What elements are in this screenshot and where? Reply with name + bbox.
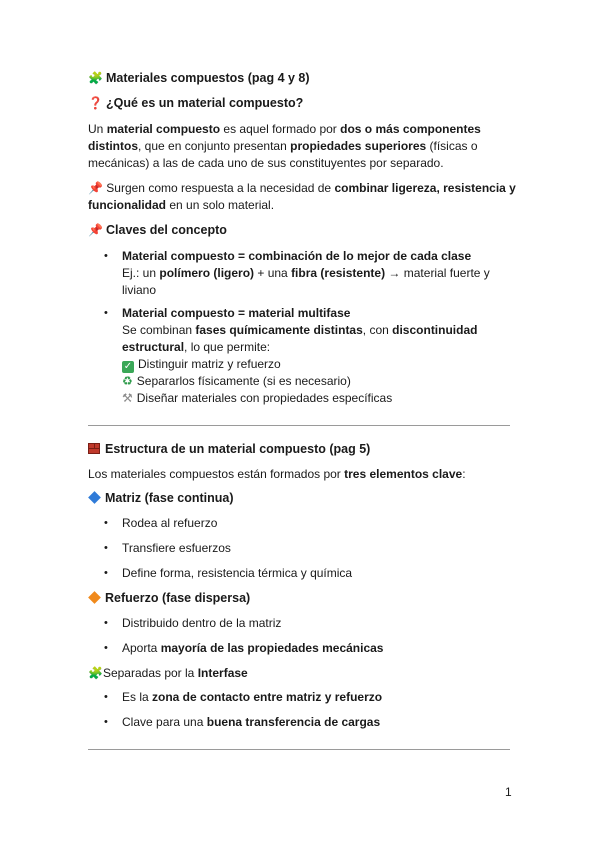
definition-paragraph: Un material compuesto es aquel formado por dos o más componentes distintos, que en conjunto presentan propiedades superiores (físicas o mecánicas) a las de cada uno de sus constituyentes por separado. [88,122,481,170]
interfase-heading: 🧩Separadas por la Interfase [88,666,248,680]
divider [88,425,510,426]
divider [88,749,510,750]
list-item: • Define forma, resistencia térmica y química [104,565,514,582]
list-item: • Aporta mayoría de las propiedades mecánicas [104,640,514,657]
note-paragraph: 📌 Surgen como respuesta a la necesidad de combinar ligereza, resistencia y funcionalidad en un solo material. [88,181,516,212]
list-item: • Material compuesto = combinación de lo mejor de cada clase Ej.: un polímero (ligero) + una fibra (resistente) → material fuerte y liviano [104,248,514,299]
list-item: • Clave para una buena transferencia de cargas [104,714,514,731]
list-item: • Transfiere esfuerzos [104,540,514,557]
puzzle-icon: 🧩 [88,666,103,680]
intro-paragraph: Los materiales compuestos están formados por tres elementos clave: [88,467,466,481]
list-item: • Distribuido dentro de la matriz [104,615,514,632]
blue-diamond-icon [88,491,101,504]
list-item: • Es la zona de contacto entre matriz y refuerzo [104,689,514,706]
tools-icon: ⚒ [122,391,133,405]
list-item: • Rodea al refuerzo [104,515,514,532]
pushpin-icon: 📌 [88,181,103,195]
refuerzo-heading: Refuerzo (fase dispersa) [88,590,518,607]
recycle-icon: ♻ [122,374,133,388]
matriz-heading: Matriz (fase continua) [88,490,518,507]
brick-icon [88,443,100,454]
question-mark-icon: ❓ [88,96,103,110]
list-item: • Material compuesto = material multifase Se combinan fases químicamente distintas, con discontinuidad estructural, lo que permite: ✓ Distinguir matriz y refuerzo ♻ Separarlos físicamente (si es necesario) ⚒ Diseñar materiales con propiedades específicas [104,305,514,407]
orange-diamond-icon [88,591,101,604]
pushpin-icon: 📌 [88,223,103,237]
page-number: 1 [505,785,512,799]
check-mark-icon: ✓ [123,361,133,372]
claves-heading: 📌 Claves del concepto [88,223,227,237]
puzzle-icon: 🧩 [88,71,103,85]
section-title: Estructura de un material compuesto (pag 5) [88,441,518,458]
question-heading: ❓ ¿Qué es un material compuesto? [88,96,304,110]
section-title: 🧩 Materiales compuestos (pag 4 y 8) [88,71,310,85]
